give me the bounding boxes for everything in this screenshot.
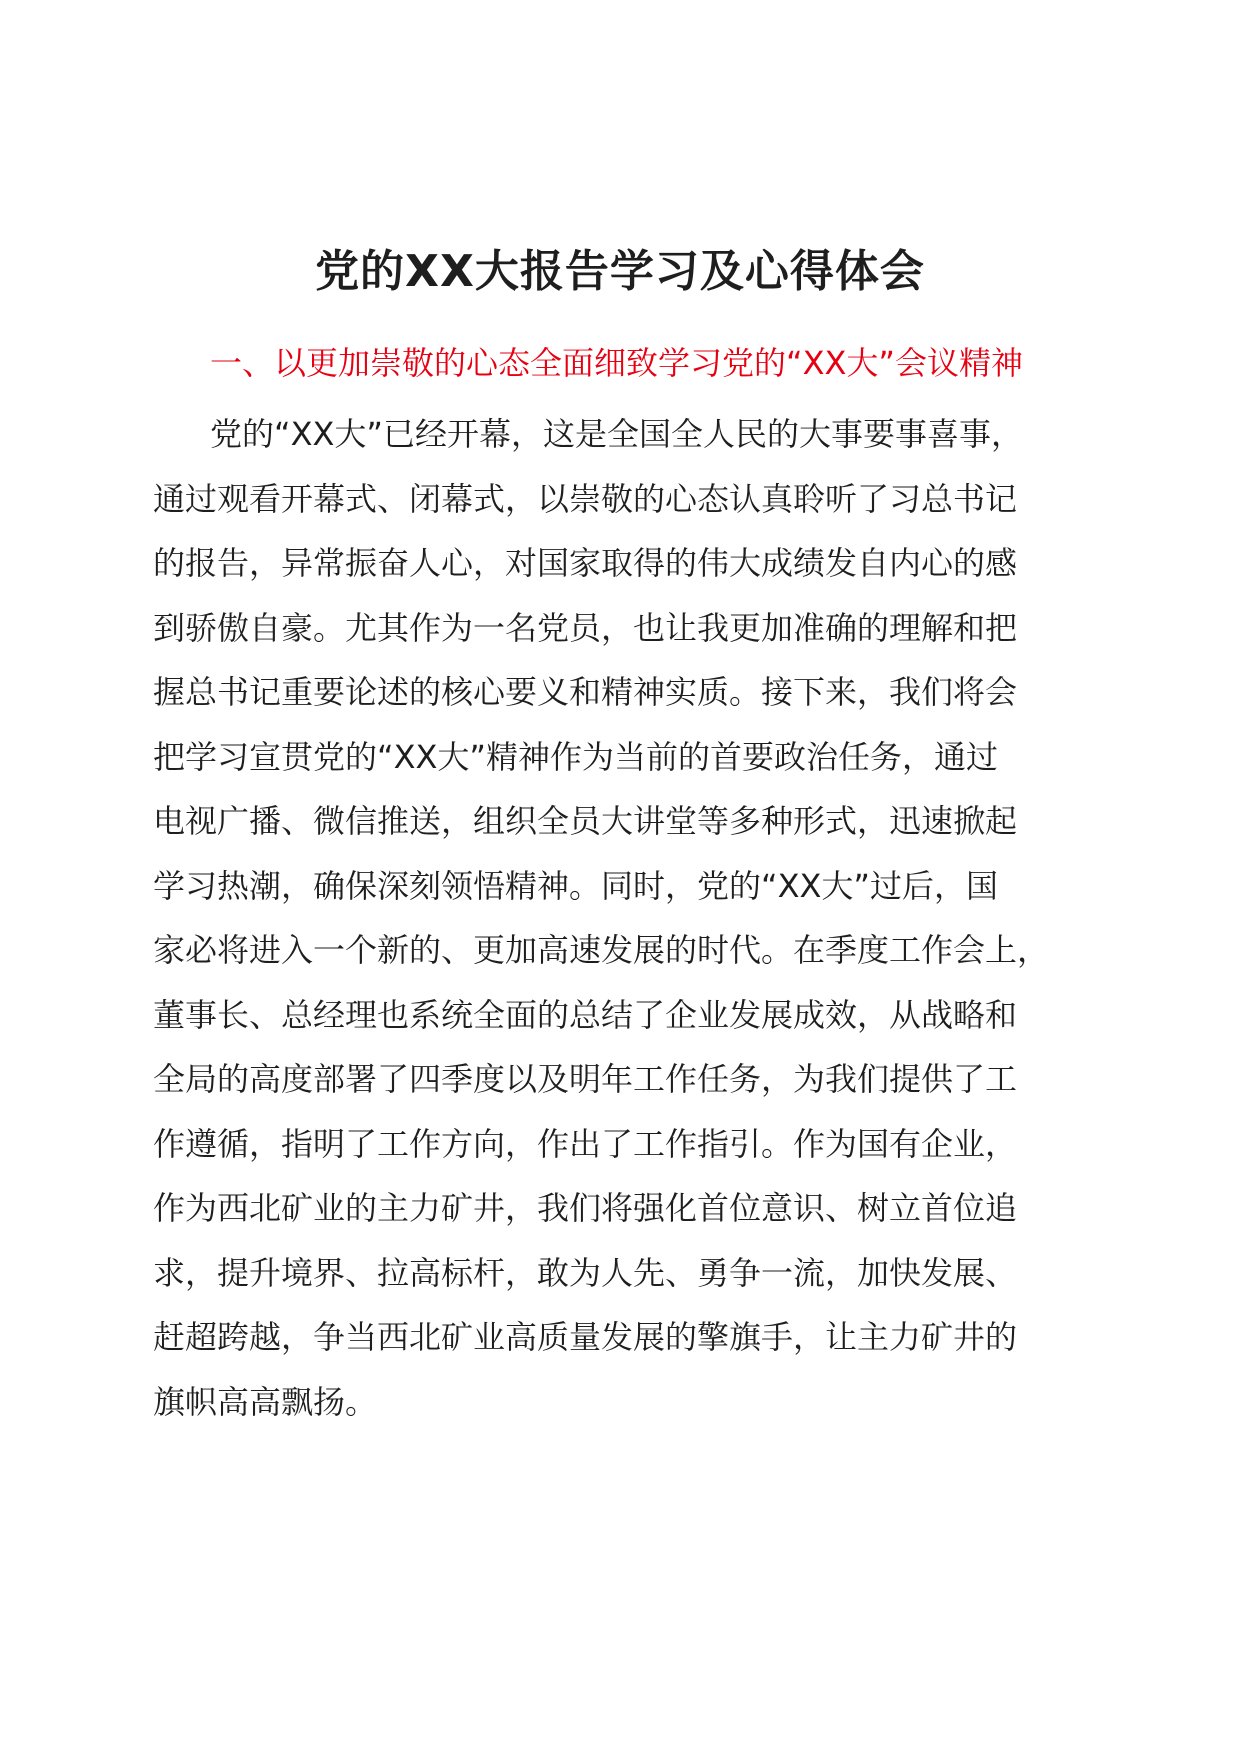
paragraph-line: 把学习宣贯党的“XX大”精神作为当前的首要政治任务，通过 xyxy=(153,737,999,776)
section-heading: 一、以更加崇敬的心态全面细致学习党的“XX大”会议精神 xyxy=(210,344,1024,382)
document-title: 党的XX大报告学习及心得体会 xyxy=(315,246,925,297)
paragraph-line: 电视广播、微信推送，组织全员大讲堂等多种形式，迅速掀起 xyxy=(153,802,1018,840)
paragraph-line: 通过观看开幕式、闭幕式，以崇敬的心态认真聆听了习总书记 xyxy=(153,479,1018,518)
paragraph-line: 的报告，异常振奋人心，对国家取得的伟大成绩发自内心的感 xyxy=(153,544,1018,582)
paragraph-line: 作为西北矿业的主力矿井，我们将强化首位意识、树立首位追 xyxy=(153,1189,1018,1227)
paragraph-line: 握总书记重要论述的核心要义和精神实质。接下来，我们将会 xyxy=(153,673,1018,711)
paragraph-line: 旗帜高高飘扬。 xyxy=(153,1382,378,1421)
paragraph-line: 董事长、总经理也系统全面的总结了企业发展成效，从战略和 xyxy=(153,995,1018,1034)
paragraph-line: 求，提升境界、拉高标杆，敢为人先、勇争一流，加快发展、 xyxy=(153,1253,1018,1292)
paragraph-line: 作遵循，指明了工作方向，作出了工作指引。作为国有企业， xyxy=(153,1124,1018,1163)
paragraph-line: 到骄傲自豪。尤其作为一名党员，也让我更加准确的理解和把 xyxy=(153,608,1018,647)
body-paragraph xyxy=(153,402,1093,1434)
paragraph-line: 党的“XX大”已经开幕，这是全国全人民的大事要事喜事， xyxy=(210,415,1024,453)
paragraph-line: 赶超跨越，争当西北矿业高质量发展的擎旗手，让主力矿井的 xyxy=(153,1318,1018,1356)
paragraph-line: 学习热潮，确保深刻领悟精神。同时，党的“XX大”过后，国 xyxy=(153,866,999,905)
paragraph-line: 家必将进入一个新的、更加高速发展的时代。在季度工作会上， xyxy=(153,931,1050,969)
paragraph-line: 全局的高度部署了四季度以及明年工作任务，为我们提供了工 xyxy=(153,1060,1018,1098)
